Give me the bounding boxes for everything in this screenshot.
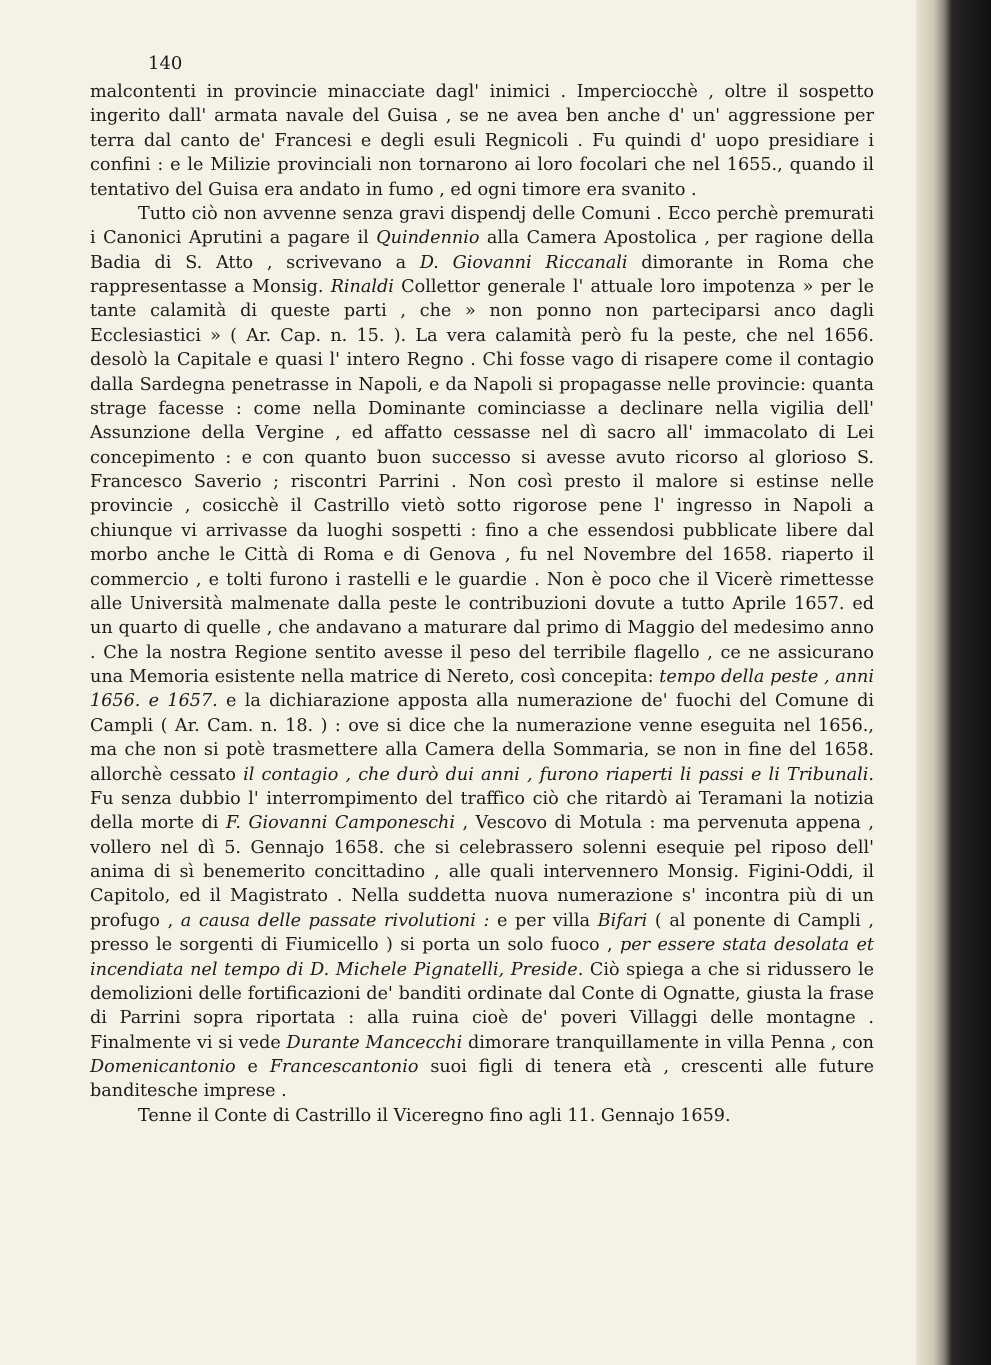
page-number: 140 bbox=[148, 53, 183, 74]
paragraph-3 bbox=[90, 1104, 874, 1128]
text-run: alla Camera Apostolica , per ragione della Badia di S. Atto , scrivevano a bbox=[90, 228, 874, 273]
text-run: , Vescovo di Motula : ma pervenuta appena , vollero nel dì 5. Gennajo 1658. che si celebrassero solenni esequie pel riposo dell' anima di sì benemerito concittadino , alle quali intervennero Monsig. Figini-Oddi, il Capitolo, ed il Magistrato . Nella suddetta nuova numerazione s' incontra più di un profugo , bbox=[90, 813, 874, 931]
italic-text-run: il contagio , che durò dui anni , furono riaperti li passi e li Tribunali bbox=[243, 764, 869, 785]
italic-text-run: F. Giovanni Camponeschi bbox=[225, 813, 455, 834]
text-run: malcontenti in provincie minacciate dagl' inimici . Imperciocchè , oltre il sospetto ingerito dall' armata navale del Guisa , se ne avea ben anche d' un' aggressione per terra dal canto de' Francesi e degli esuli Regnicoli . Fu quindi d' uopo presidiare i confini : e le Milizie provinciali non tornarono ai loro focolari che nel 1655., quando il tentativo del Guisa era andato in fumo , ed ogni timore era svanito . bbox=[90, 82, 874, 200]
text-run: Collettor generale l' attuale loro impotenza » per le tante calamità di queste parti , che » non ponno non parteciparsi anco dagli Ecclesiastici » ( Ar. Cap. n. 15. ). La vera calamità però fu la peste, che nel 1656. desolò la Capitale e quasi l' intero Regno . Chi fosse vago di risapere come il contagio dalla Sardegna penetrasse in Napoli, e da Napoli si propagasse nelle provincie: quanta strage facesse : come nella Dominante cominciasse a declinare nella vigilia dell' Assunzione della Vergine , ed affatto cessasse nel dì sacro all' immacolato di Lei concepimento : e con quanto buon successo si avesse avuto ricorso al glorioso S. Francesco Saverio ; riscontri Parrini . Non così presto il malore si estinse nelle provincie , cosicchè il Castrillo vietò sotto rigorose pene l' ingresso in Napoli a chiunque vi arrivasse da luoghi sospetti : fino a che essendosi pubblicate libere dal morbo anche le Città di Roma e di Genova , fu nel Novembre del 1658. riaperto il commercio , e tolti furono i rastelli e le guardie . Non è poco che il Vicerè rimettesse alle Università malmenate dalla peste le contribuzioni dovute a tutto Aprile 1657. ed un quarto di quelle , che andavano a maturare dal primo di Maggio del medesimo anno . Che la nostra Regione sentito avesse il peso del terribile flagello , ce ne assicurano una Memoria esistente nella matrice di Nereto, così concepita: bbox=[90, 277, 874, 687]
italic-text-run: tempo della peste , anni 1656. e 1657. bbox=[90, 667, 874, 712]
italic-text-run: Domenicantonio bbox=[90, 1057, 236, 1077]
text-run: suoi figli di tenera età , crescenti alle future banditesche imprese . bbox=[90, 1057, 874, 1102]
text-run: e per villa bbox=[489, 910, 598, 931]
italic-text-run: a causa delle passate rivolutioni : bbox=[180, 910, 490, 931]
italic-text-run: D. Giovanni Riccanali bbox=[419, 252, 628, 273]
italic-text-run: Quindennio bbox=[376, 228, 480, 249]
italic-text-run: Durante Mancecchi bbox=[286, 1032, 463, 1053]
text-run: Tutto ciò non avvenne senza gravi dispendj delle Comuni . Ecco perchè premurati i Canonici Aprutini a pagare il bbox=[90, 203, 874, 249]
italic-text-run: Francescantonio bbox=[269, 1057, 419, 1077]
italic-text-run: per essere stata desolata et incendiata nel tempo di D. Michele Pignatelli, Preside bbox=[90, 935, 874, 980]
text-run: ( al ponente di Campli , presso le sorgenti di Fiumicello ) si porta un solo fuoco , bbox=[90, 910, 874, 956]
paragraph-1 bbox=[90, 80, 874, 202]
italic-text-run: Rinaldi bbox=[330, 277, 394, 297]
text-run: dimorante in Roma che rappresentasse a Monsig. bbox=[90, 252, 874, 297]
text-run: . Fu senza dubbio l' interrompimento del traffico ciò che ritardò ai Teramani la notizia della morte di bbox=[90, 764, 874, 834]
paragraph-2 bbox=[90, 202, 874, 1104]
text-run: . Ciò spiega a che si ridussero le demolizioni delle fortificazioni de' banditi ordinate dal Conte di Ognatte, giusta la frase di Parrini sopra riportata : alla ruina cioè de' poveri Villaggi delle montagne . Finalmente vi si vede bbox=[90, 959, 874, 1053]
page-text bbox=[90, 52, 874, 1128]
text-run: Tenne il Conte di Castrillo il Viceregno fino agli 11. Gennajo 1659. bbox=[138, 1105, 731, 1126]
text-run: e la dichiarazione apposta alla numerazione de' fuochi del Comune di Campli ( Ar. Cam. n. 18. ) : ove si dice che la numerazione venne eseguita nel 1656., ma che non si potè trasmettere alla Camera della Sommaria, se non in fine del 1658. allorchè cessato bbox=[90, 691, 874, 785]
text-run: dimorare tranquillamente in villa Penna , con bbox=[462, 1032, 874, 1053]
italic-text-run: Bifari bbox=[597, 910, 648, 931]
page-edge-shadow bbox=[916, 0, 991, 1365]
text-run: e bbox=[235, 1057, 270, 1077]
